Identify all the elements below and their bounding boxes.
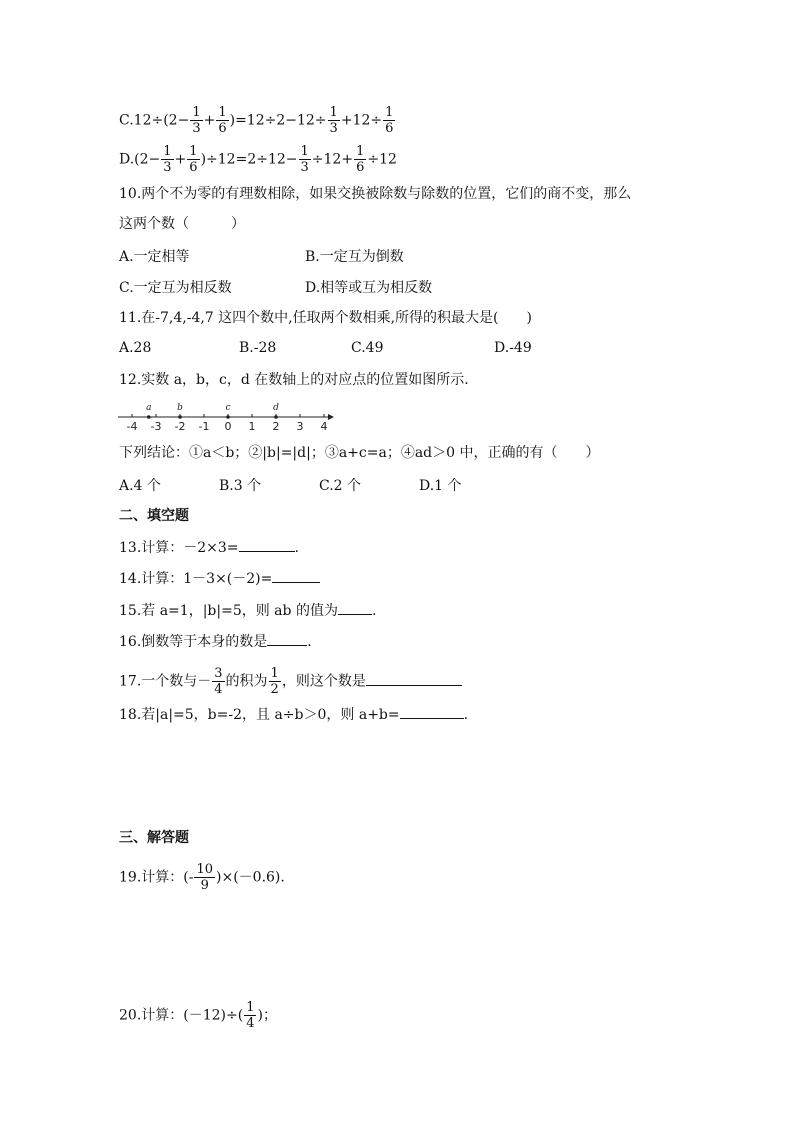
q9-option-c: C.12÷(2− $\frac{1}{3}$ + $\frac{1}{6}$ )=12÷2−12÷ $\frac{1}{3}$ +12÷ $\frac{1}{6}$ [119, 105, 394, 136]
number-line-point-label: d [273, 403, 279, 413]
q10-stem-line1: 10.两个不为零的有理数相除，如果交换被除数与除数的位置，它们的商不变，那么 [119, 186, 632, 202]
fraction: $\frac{1}{6}$ [356, 144, 365, 175]
fraction: $\frac{1}{3}$ [192, 105, 201, 136]
section-heading-fill-in: 二、填空题 [119, 508, 189, 524]
q11-option-d: D.-49 [494, 340, 532, 356]
number-line-tick-label: 4 [320, 420, 328, 432]
q11-stem: 11.在-7,4,-4,7 这四个数中,任取两个数相乘,所得的积最大是( ) [119, 310, 532, 326]
q12-option-b: B.3 个 [219, 478, 262, 494]
fraction: $\frac{1}{3}$ [329, 105, 338, 136]
q10-stem-line2: 这两个数（ ） [119, 216, 245, 232]
q9-option-d: D.(2− $\frac{1}{3}$ + $\frac{1}{6}$ )÷12=2÷12− $\frac{1}{3}$ ÷12+ $\frac{1}{6}$ ÷12 [119, 144, 397, 175]
fraction: $\frac{1}{3}$ [163, 144, 172, 175]
number-line-tick-label: 0 [224, 420, 232, 432]
q12-option-c: C.2 个 [319, 478, 362, 494]
q14: 14.计算：1－3×(－2)= [119, 568, 320, 589]
number-line-point-a [147, 415, 151, 419]
arrow-right-icon [328, 414, 334, 420]
q12-conclusions: 下列结论：①a＜b；②|b|=|d|；③a+c=a；④ad＞0 中，正确的有（ ） [119, 445, 600, 461]
answer-blank[interactable] [366, 671, 462, 686]
number-line-point-label: c [225, 403, 231, 413]
q20: 20.计算：(－12)÷( $\frac{1}{4}$ )； [119, 1000, 277, 1031]
number-line-tick-label: -2 [174, 420, 186, 432]
q11-option-a: A.28 [119, 340, 152, 356]
q12-stem: 12.实数 a，b，c，d 在数轴上的对应点的位置如图所示. [119, 372, 469, 388]
number-line-tick-label: 3 [296, 420, 304, 432]
q12-option-a: A.4 个 [119, 478, 161, 494]
q13: 13.计算：－2×3= . [119, 537, 299, 558]
number-line-tick-label: -3 [150, 420, 162, 432]
q15: 15.若 a=1，|b|=5，则 ab 的值为 . [119, 600, 376, 621]
q12-option-d: D.1 个 [419, 478, 462, 494]
fraction: $\frac{1}{6}$ [189, 144, 198, 175]
number-line-tick-label: -1 [198, 420, 210, 432]
number-line-tick-label: 2 [272, 420, 280, 432]
number-line-point-b [178, 415, 182, 419]
number-line-tick-label: -4 [126, 420, 138, 432]
fraction: $\frac{10}{9}$ [196, 862, 214, 893]
number-line-figure [116, 398, 336, 432]
fraction: $\frac{1}{3}$ [300, 144, 309, 175]
fraction: $\frac{1}{6}$ [218, 105, 227, 136]
number-line-point-c [226, 415, 230, 419]
q16: 16.倒数等于本身的数是 . [119, 631, 312, 652]
fraction: $\frac{1}{4}$ [246, 1000, 255, 1031]
q10-option-b: B.一定互为倒数 [305, 249, 404, 265]
q10-option-a: A.一定相等 [119, 249, 190, 265]
fraction: $\frac{1}{2}$ [270, 666, 279, 697]
q11-option-c: C.49 [351, 340, 384, 356]
fraction: $\frac{1}{6}$ [385, 105, 394, 136]
fraction: $\frac{3}{4}$ [214, 666, 223, 697]
text: C.12÷(2− [119, 112, 190, 129]
answer-blank[interactable] [272, 568, 320, 583]
q19: 19.计算：(- $\frac{10}{9}$ )×(－0.6). [119, 862, 285, 893]
number-line-point-label: a [146, 403, 152, 413]
number-line-point-d [274, 415, 278, 419]
answer-blank[interactable] [338, 600, 372, 615]
number-line-tick-label: 1 [248, 420, 256, 432]
answer-blank[interactable] [267, 631, 307, 646]
q10-option-d: D.相等或互为相反数 [305, 280, 433, 296]
answer-blank[interactable] [239, 537, 295, 552]
q11-option-b: B.-28 [239, 340, 277, 356]
number-line-point-label: b [177, 403, 183, 413]
section-heading-answer: 三、解答题 [119, 830, 189, 846]
answer-blank[interactable] [400, 704, 464, 719]
q10-option-c: C.一定互为相反数 [119, 280, 232, 296]
q17: 17.一个数与－ $\frac{3}{4}$ 的积为 $\frac{1}{2}$ ，则这个数是 [119, 666, 462, 697]
q18: 18.若|a|=5，b=-2，且 a÷b＞0，则 a+b= . [119, 704, 468, 725]
